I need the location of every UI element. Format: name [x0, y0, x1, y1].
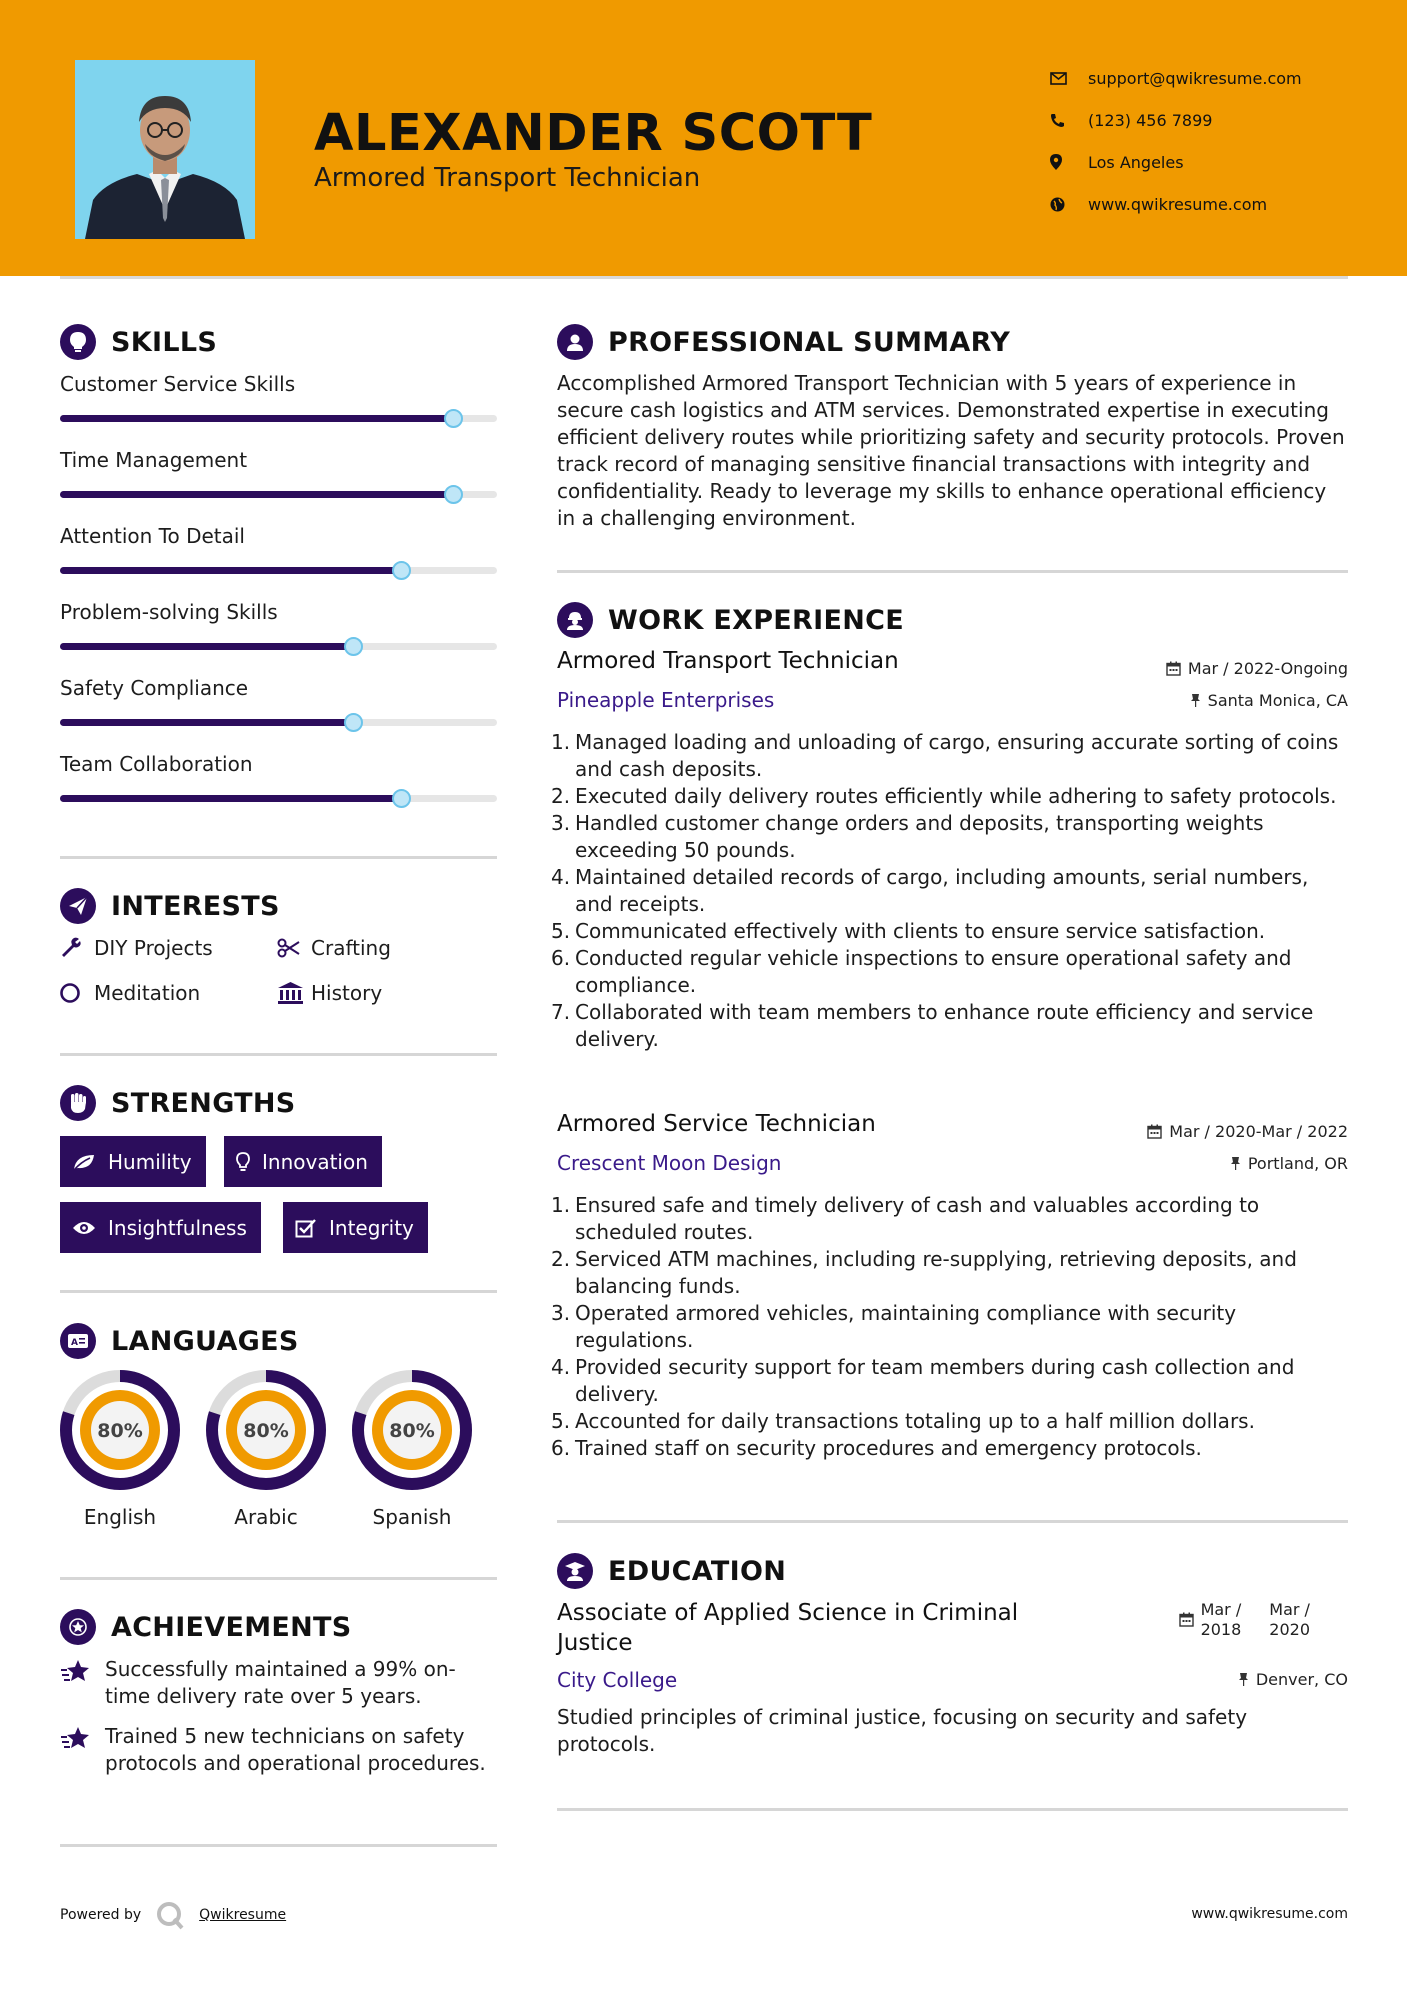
list-item: 7. Collaborated with team members to enhance route efficiency and service delivery.	[551, 1000, 1314, 1051]
skill-level-knob	[344, 713, 363, 732]
language-percent: 80%	[389, 1420, 435, 1442]
contact-list	[1050, 57, 1390, 225]
section-divider	[557, 1520, 1348, 1523]
language-donut	[205, 1369, 327, 1495]
section-divider	[557, 570, 1348, 573]
skill-level-knob	[392, 789, 411, 808]
language-label: Spanish	[372, 1505, 452, 1529]
skill-label: Problem-solving Skills	[60, 600, 278, 624]
skill-label: Safety Compliance	[60, 676, 249, 700]
job-responsibilities	[551, 729, 1348, 1053]
achievement-item: Trained 5 new technicians on safety protocols and operational procedures.	[60, 1723, 497, 1777]
education-end: Mar / 2020	[1269, 1600, 1310, 1639]
summary-text: Accomplished Armored Transport Technician with 5 years of experience in secure cash logistics and ATM services. Demonstrated expertise in executing efficient delivery routes while prioritizing safety and security protocols. Proven track record of managing sensitive financial transactions with integrity and confidentiality. Ready to leverage my skills to enhance operational efficiency in a challenging environment.	[557, 371, 1345, 530]
header-banner	[0, 0, 1407, 276]
graduate-icon	[557, 1553, 593, 1589]
language-label: English	[83, 1505, 157, 1529]
language-donut-chart	[205, 1369, 327, 1491]
calendar-icon	[1166, 661, 1181, 676]
skill-bar	[60, 415, 497, 422]
school-location: Denver, CO	[1238, 1670, 1348, 1689]
footer-website[interactable]: www.qwikresume.com	[1191, 1906, 1348, 1922]
language-card-icon	[60, 1323, 96, 1359]
contact-location	[1050, 141, 1390, 183]
contact-phone[interactable]	[1050, 99, 1390, 141]
education-description: Studied principles of criminal justice, focusing on security and safety protocols.	[557, 1705, 1248, 1756]
job-location: Santa Monica, CA	[1190, 691, 1348, 710]
list-item: 4. Maintained detailed records of cargo, including amounts, serial numbers, and receipts.	[551, 865, 1309, 916]
job-location: Portland, OR	[1230, 1154, 1348, 1173]
education-start: Mar / 2018	[1200, 1600, 1242, 1639]
candidate-name: ALEXANDER SCOTT	[314, 104, 873, 163]
interest-item: Meditation	[60, 981, 200, 1005]
strength-badge: Insightfulness	[60, 1202, 261, 1253]
job-company: Pineapple Enterprises	[557, 688, 775, 712]
pushpin-icon	[1238, 1672, 1249, 1687]
list-item: 2. Executed daily delivery routes efficiently while adhering to safety protocols.	[551, 784, 1337, 808]
degree-title: Associate of Applied Science in Criminal Justice	[557, 1600, 1019, 1656]
section-divider	[60, 856, 497, 859]
skill-bar	[60, 719, 497, 726]
fist-icon	[60, 1085, 96, 1121]
strengths-heading: STRENGTHS	[60, 1085, 296, 1121]
strength-badge: Integrity	[283, 1202, 428, 1253]
contact-phone-text: (123) 456 7899	[1088, 110, 1213, 130]
header-divider	[60, 276, 1348, 279]
language-donut-chart	[59, 1369, 181, 1491]
skill-bar-fill	[60, 567, 401, 574]
contact-website[interactable]	[1050, 183, 1390, 225]
skill-level-knob	[444, 409, 463, 428]
languages-heading: A LANGUAGES	[60, 1323, 299, 1359]
qwikresume-link[interactable]: Qwikresume	[199, 1907, 287, 1923]
section-divider	[60, 1290, 497, 1293]
skill-bar	[60, 643, 497, 650]
eye-icon	[72, 1220, 96, 1236]
map-pin-icon	[1050, 154, 1088, 170]
summary-heading: PROFESSIONAL SUMMARY	[557, 324, 1010, 360]
star-badge-icon	[60, 1609, 96, 1645]
language-donut-chart	[351, 1369, 473, 1491]
calendar-icon	[1179, 1600, 1194, 1640]
strength-badge: Humility	[60, 1136, 206, 1187]
list-item: 6. Conducted regular vehicle inspections to ensure operational safety and compliance.	[551, 946, 1292, 997]
skill-label: Time Management	[60, 448, 248, 472]
contact-email-text: support@qwikresume.com	[1088, 68, 1302, 88]
language-percent: 80%	[243, 1420, 289, 1442]
section-divider	[557, 1808, 1348, 1811]
envelope-icon	[1050, 72, 1088, 85]
skill-bar	[60, 795, 497, 802]
footer-powered-by: Powered by Qwikresume	[60, 1900, 286, 1930]
section-divider	[60, 1053, 497, 1056]
job-title: Armored Service Technician	[557, 1111, 876, 1137]
skill-bar-fill	[60, 491, 453, 498]
qwikresume-logo-icon	[155, 1900, 185, 1930]
language-donut	[351, 1369, 473, 1495]
lightbulb-icon	[236, 1152, 250, 1172]
checkbox-icon	[295, 1218, 317, 1238]
scissors-icon	[277, 938, 311, 958]
skill-level-knob	[444, 485, 463, 504]
language-percent: 80%	[97, 1420, 143, 1442]
circle-icon	[60, 982, 94, 1004]
shooting-star-icon	[60, 1723, 105, 1777]
worker-icon	[557, 602, 593, 638]
list-item: 5. Communicated effectively with clients to ensure service satisfaction.	[551, 919, 1266, 943]
list-item: 3. Operated armored vehicles, maintaining compliance with security regulations.	[551, 1301, 1237, 1352]
phone-icon	[1050, 113, 1088, 128]
skill-bar-fill	[60, 719, 353, 726]
job-responsibilities	[551, 1192, 1348, 1462]
leaf-icon	[72, 1153, 96, 1171]
pushpin-icon	[1230, 1156, 1241, 1171]
paper-plane-icon	[60, 888, 96, 924]
skills-heading: SKILLS	[60, 324, 217, 360]
skill-label: Attention To Detail	[60, 524, 245, 548]
skill-bar	[60, 491, 497, 498]
globe-icon	[1050, 197, 1088, 212]
skill-bar-fill	[60, 795, 401, 802]
experience-heading: WORK EXPERIENCE	[557, 602, 904, 638]
job-company: Crescent Moon Design	[557, 1151, 782, 1175]
interests-heading: INTERESTS	[60, 888, 280, 924]
list-item: 5. Accounted for daily transactions totaling up to a half million dollars.	[551, 1409, 1255, 1433]
profile-photo	[75, 60, 255, 239]
education-dates	[1179, 1600, 1310, 1640]
interest-item: Crafting	[277, 936, 391, 960]
job-dates: Mar / 2020-Mar / 2022	[1147, 1122, 1348, 1141]
job-dates: Mar / 2022-Ongoing	[1166, 659, 1348, 678]
achievements-heading: ACHIEVEMENTS	[60, 1609, 352, 1645]
contact-location-text: Los Angeles	[1088, 152, 1184, 172]
education-heading: EDUCATION	[557, 1553, 786, 1589]
list-item: 4. Provided security support for team members during cash collection and delivery.	[551, 1355, 1295, 1406]
interest-item: History	[277, 981, 382, 1005]
lightbulb-icon	[60, 324, 96, 360]
skill-bar-fill	[60, 415, 453, 422]
skill-bar	[60, 567, 497, 574]
candidate-title: Armored Transport Technician	[314, 163, 701, 193]
skill-label: Team Collaboration	[60, 752, 253, 776]
list-item: 1. Managed loading and unloading of cargo, ensuring accurate sorting of coins and cash deposits.	[551, 730, 1339, 781]
achievement-item: Successfully maintained a 99% on-time delivery rate over 5 years.	[60, 1656, 497, 1710]
list-item: 1. Ensured safe and timely delivery of cash and valuables according to scheduled routes.	[551, 1193, 1260, 1244]
language-donut	[59, 1369, 181, 1495]
strength-badge: Innovation	[224, 1136, 382, 1187]
school-name: City College	[557, 1668, 678, 1692]
contact-email[interactable]	[1050, 57, 1390, 99]
list-item: 6. Trained staff on security procedures and emergency protocols.	[551, 1436, 1202, 1460]
section-divider	[60, 1577, 497, 1580]
wrench-icon	[60, 937, 94, 959]
skill-bar-fill	[60, 643, 353, 650]
calendar-icon	[1147, 1124, 1162, 1139]
job-title: Armored Transport Technician	[557, 648, 899, 674]
user-icon	[557, 324, 593, 360]
shooting-star-icon	[60, 1656, 105, 1710]
skill-level-knob	[392, 561, 411, 580]
language-label: Arabic	[234, 1505, 298, 1529]
pushpin-icon	[1190, 693, 1201, 708]
contact-website-text: www.qwikresume.com	[1088, 194, 1268, 214]
interest-item: DIY Projects	[60, 936, 213, 960]
section-divider	[60, 1844, 497, 1847]
svg-text:A: A	[71, 1338, 78, 1348]
list-item: 2. Serviced ATM machines, including re-supplying, retrieving deposits, and balancing funds.	[551, 1247, 1297, 1298]
museum-icon	[277, 981, 311, 1005]
skill-label: Customer Service Skills	[60, 372, 296, 396]
list-item: 3. Handled customer change orders and deposits, transporting weights exceeding 50 pounds.	[551, 811, 1264, 862]
skill-level-knob	[344, 637, 363, 656]
